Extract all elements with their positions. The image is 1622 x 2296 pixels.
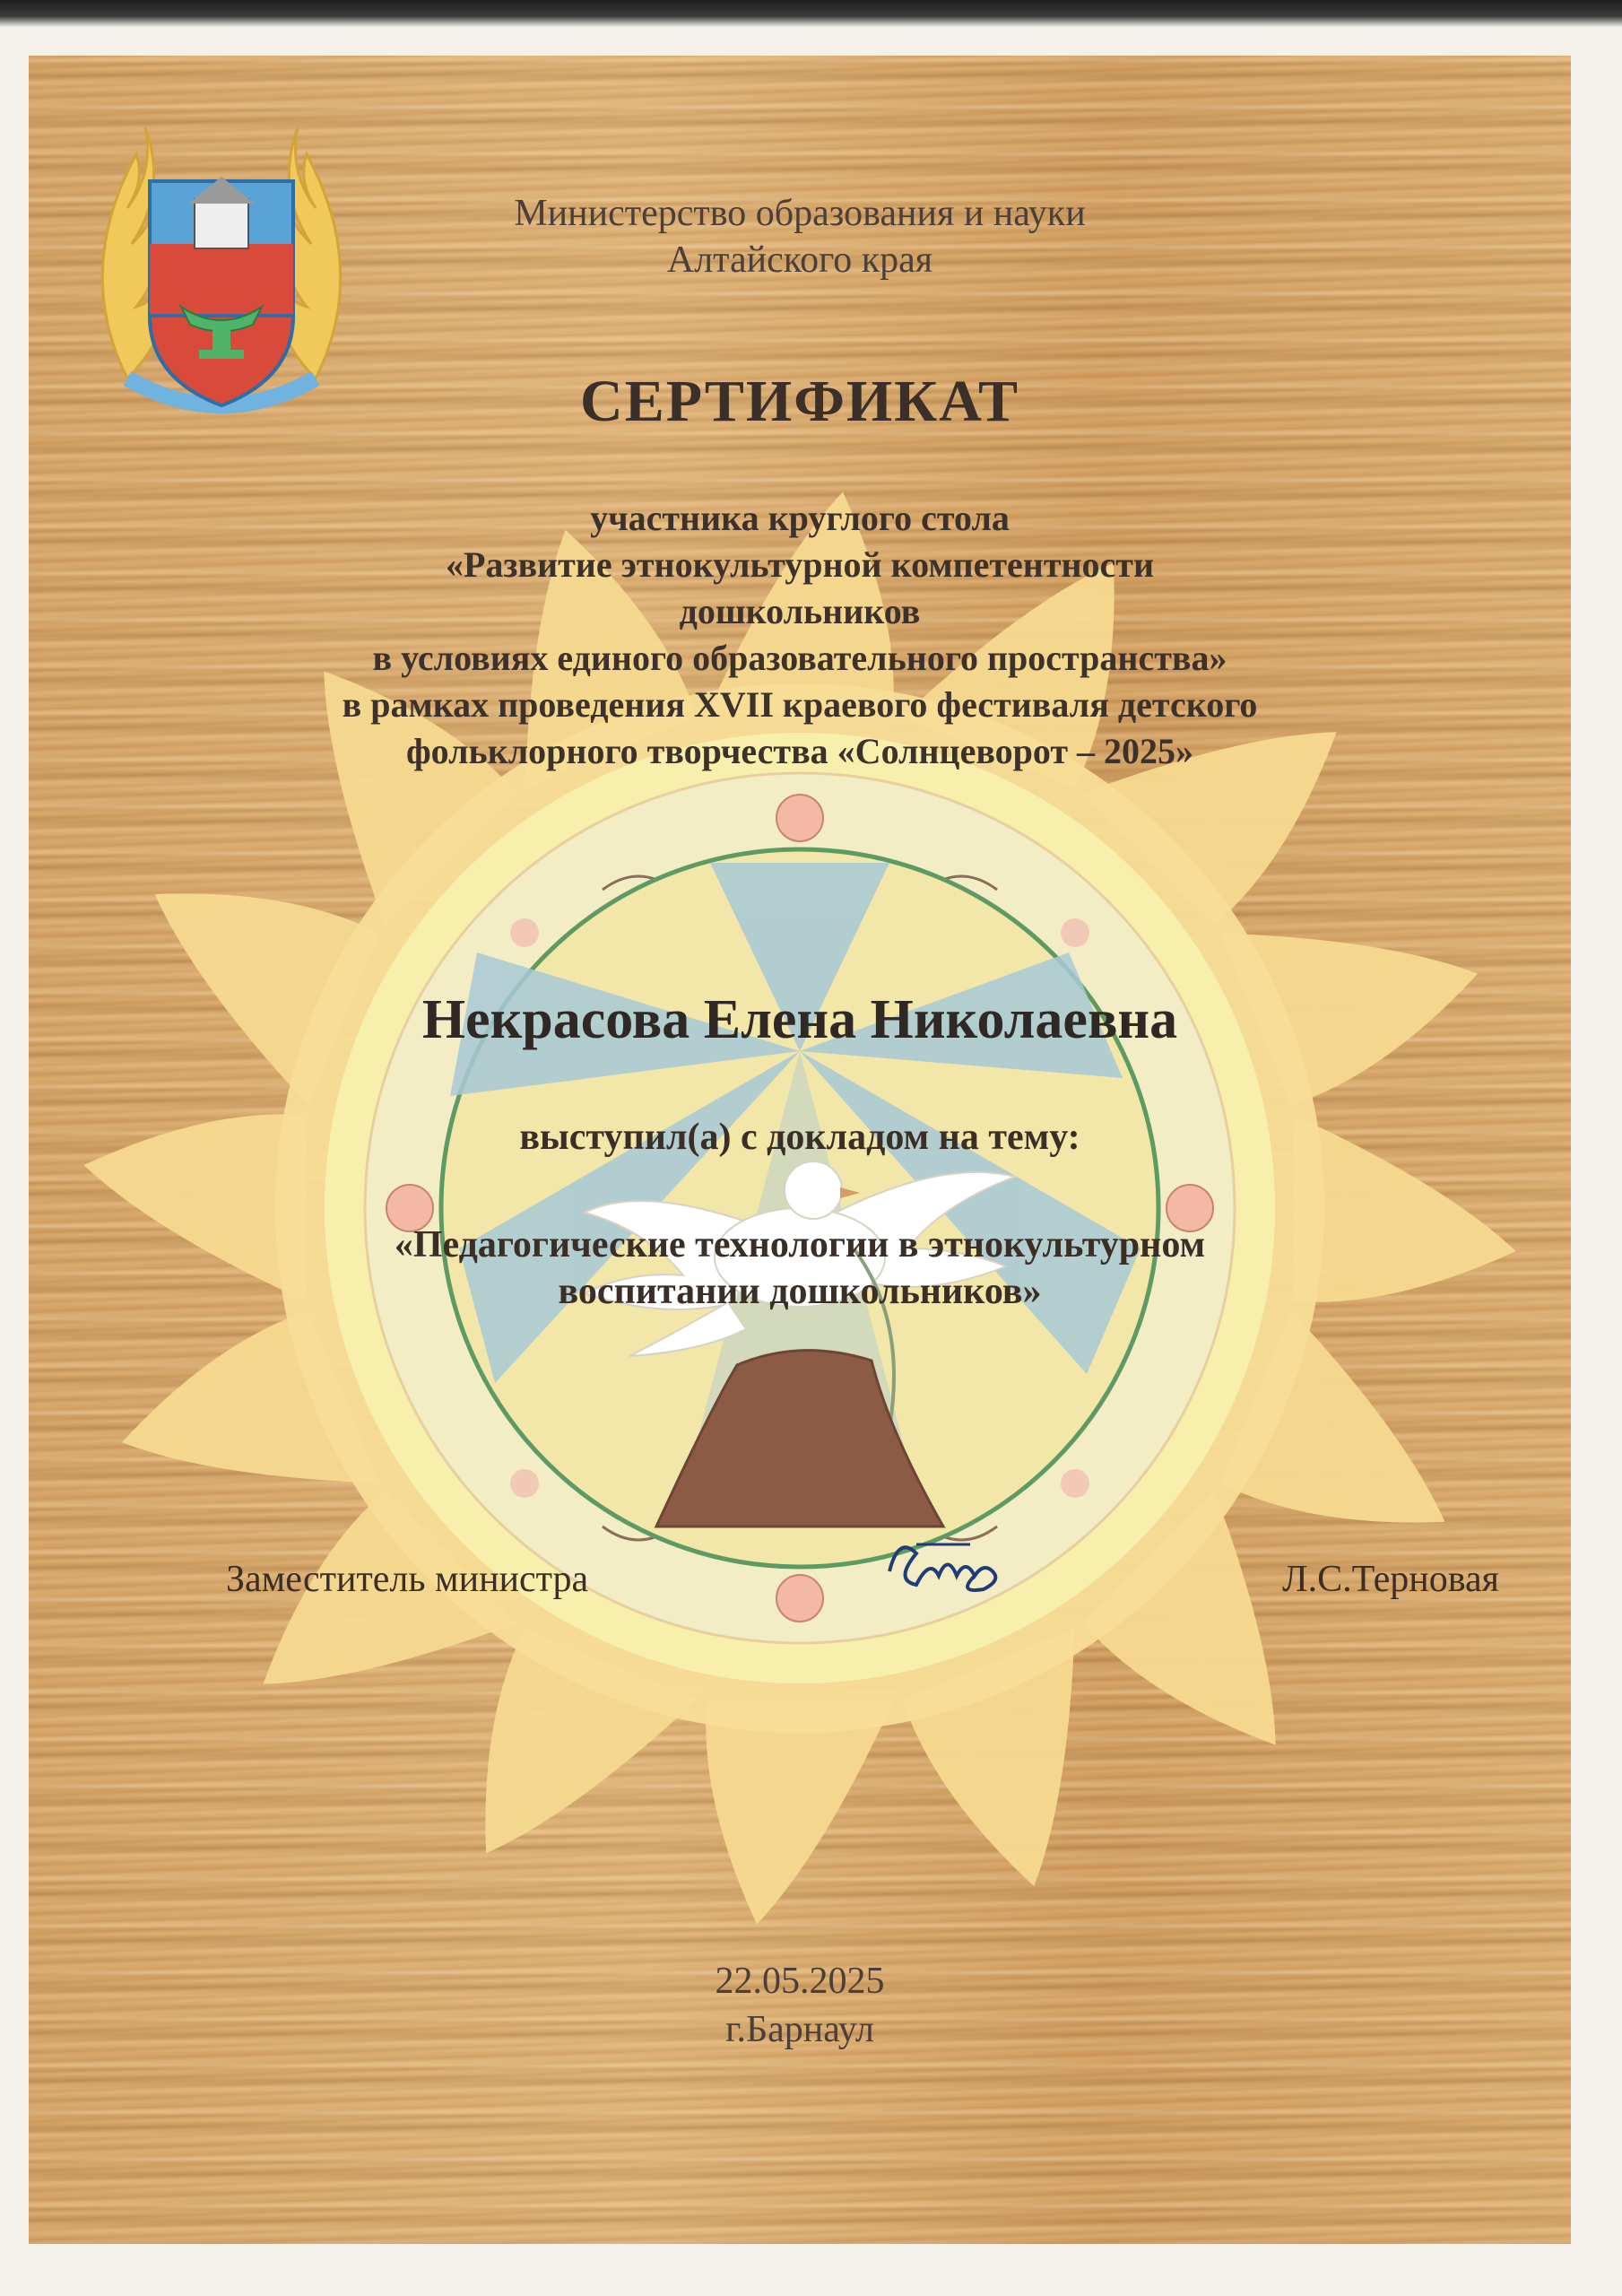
signatory-name: Л.С.Терновая [1282,1559,1499,1600]
event-description [29,495,1571,775]
ministry-heading [29,190,1571,283]
issue-date: 22.05.2025 [715,1961,885,2002]
footer [29,1957,1571,2054]
certificate-title: СЕРТИФИКАТ [580,369,1019,434]
event-line-6: фольклорного творчества «Солнцеворот – 2025» [405,731,1194,771]
event-line-3: дошкольников [679,591,921,631]
event-line-4: в условиях единого образовательного пространства» [372,638,1227,678]
topic-line-1: «Педагогические технологии в этнокультурном [394,1224,1206,1265]
sun-ray [706,1701,893,1924]
spoke-label: выступил(а) с докладом на тему: [519,1117,1080,1158]
event-line-2: «Развитие этнокультурной компетентности [446,544,1154,585]
issue-city: г.Барнаул [725,2009,874,2050]
event-line-5: в рамках проведения XVII краевого фестиваля детского [342,684,1258,725]
scan-edge [0,0,1622,27]
ministry-line-2: Алтайского края [666,239,933,281]
ministry-line-1: Министерство образования и науки [514,193,1086,234]
recipient-name: Некрасова Елена Николаевна [421,989,1178,1050]
report-topic [29,1222,1571,1315]
topic-line-2: воспитании дошкольников» [558,1271,1042,1312]
event-line-1: участника круглого стола [590,498,1010,538]
certificate-sheet [29,56,1571,2244]
signatory-role: Заместитель министра [226,1559,589,1600]
handwritten-signature [880,1526,1015,1598]
